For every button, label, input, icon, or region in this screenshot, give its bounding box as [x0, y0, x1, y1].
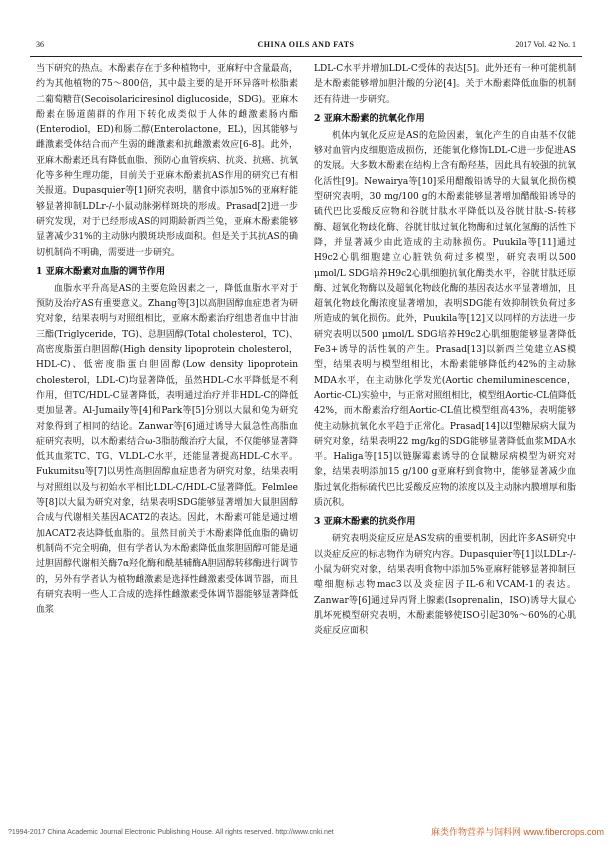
section-heading-1: 1 亚麻木酚素对血脂的调节作用: [36, 265, 166, 277]
header-rule: [30, 56, 582, 57]
paragraph: 机体内氧化反应是AS的危险因素，氧化产生的自由基不仅能够对血管内皮细胞造成损伤，还能氧化修饰LDL-C进一步促进AS的发展。大多数木酚素在结构上含有酚羟基，因此具有较强的抗氧化活性[9]。Newairya等[10]采用醋酸铅诱导的大鼠氧化损伤模型研究表明，30 mg/100 g的木酚素能够显著增加醋酸铅诱导的硫代巴比妥酸反应物和谷胱甘肽水平降低以及谷胱甘肽-S-转移酶、超氧化物歧化酶、谷胱甘肽过氧化物酶和过氧化氢酶的活性下降，并显著减少由此造成的主动脉损伤。Puukila等[11]通过H9c2心肌细胞建立心脏铁负荷过多模型，研究表明以500 μmol/L SDG培养H9c2心肌细胞抗氧化酶类水平，谷胱甘肽还原酶、过氧化物酶以及超氧化物歧化酶的基因表达水平显著增加，且超氧化物歧化酶浓度显著增加，表明SDG能有效抑制铁负荷过多所造成的氧化损伤。此外，Puukila等[12]又以同样的方法进一步研究表明以500 μmol/L SDG培养H9c2心肌细胞能够显著降低Fe3+诱导的活性氧的产生。Prasad[13]以新西兰兔建立AS模型，结果表明与模型组相比，木酚素能够降低约42%的主动脉MDA水平，在主动脉化学发光(Aortic chemiluminescence，Aortic-CL)实验中，与正常对照组相比，模型组Aortic-CL值降低42%，而木酚素治疗组Aortic-CL值比模型组高43%，表明能够使主动脉抗氧化水平趋于正常化。Prasad[14]以I型糖尿病大鼠为研究对象，结果表明22 mg/kg的SDG能够显著降低血浆MDA水平。Haliga等[15]以链脲霉素诱导的仓鼠糖尿病模型为研究对象，结果表明添加15 g/100 g亚麻籽到食物中，能够显著减少血脂过氧化指标硫代巴比妥酸反应物的浓度以及主动脉内膜增厚和脂质沉积。: [314, 130, 576, 509]
page-footer: [8, 825, 604, 841]
article-body: [36, 62, 576, 807]
paragraph: LDL-C水平并增加LDL-C受体的表达[5]。此外还有一种可能机制是木酚素能够增加胆汁酸的分泌[4]。关于木酚素降低血脂的机制还有待进一步研究。: [314, 64, 576, 105]
running-header: [30, 40, 582, 54]
journal-title: CHINA OILS AND FATS: [257, 40, 355, 49]
paragraph: 研究表明炎症反应是AS发病的重要机制，因此许多AS研究中以炎症反应的标志物作为研究内容。Dupasquier等[1]以LDLr-/-小鼠为研究对象，结果表明食物中添加5%亚麻籽能够显著抑制巨噬细胞标志物mac3以及炎症因子IL-6和VCAM-1的表达。Zanwar等[6]通过异丙肾上腺素(Isoprenalin，ISO)诱导大鼠心肌坏死模型研究表明，木酚素能够使ISO引起30%～60%的心肌炎症反应面积: [314, 534, 576, 637]
copyright-notice: ?1994-2017 China Academic Journal Electronic Publishing House. All rights reserved. http://www.cnki.net: [8, 829, 334, 836]
section-heading-2: 2 亚麻木酚素的抗氧化作用: [314, 112, 425, 124]
paragraph: 当下研究的热点。木酚素存在于多种植物中，亚麻籽中含量最高，约为其他植物的75～800倍，其中最主要的是开环异落叶松脂素二葡萄糖苷(Secoisolariciresinol diglucoside，SDG)。亚麻木酚素在肠道菌群的作用下转化成类似于人体的雌激素肠内酯(Enterodiol，ED)和肠二醇(Enterolactone，EL)，因其能够与雌激素受体结合而产生弱的雌激素和抗雌激素效应[6-8]。此外，亚麻木酚素还具有降低血脂、预防心血管疾病、抗炎、抗癌、抗氧化等多种生理功能，目前关于亚麻木酚素抗AS作用的研究已有相关报道。Dupasquier等[1]研究表明，膳食中添加5%的亚麻籽能够显著抑制LDLr-/-小鼠动脉粥样斑块的形成。Prasad[2]进一步研究发现，对于已经形成AS的同期龄新西兰兔，亚麻木酚素能够显著减少31%的主动脉内膜斑块形成面积。但是关于其抗AS的确切机制尚不明确，需要进一步研究。: [36, 64, 298, 258]
page-number: 36: [36, 40, 44, 49]
left-column: [36, 62, 298, 807]
section-heading-3: 3 亚麻木酚素的抗炎作用: [314, 516, 416, 528]
paragraph: 血脂水平升高是AS的主要危险因素之一，降低血脂水平对于预防及治疗AS有重要意义。Zhang等[3]以高胆固醇血症患者为研究对象，结果表明与对照组相比，亚麻木酚素治疗组患者血中甘油三酯(Triglyceride，TG)、总胆固醇(Total cholesterol，TC)、高密度脂蛋白胆固醇(High density lipoprotein cholesterol，HDL-C)、低密度脂蛋白胆固醇(Low density lipoprotein cholesterol，LDL-C)均显著降低，虽然HDL-C水平降低是不利作用，但TC/HDL-C显著降低，表明通过治疗并非HDL-C的降低更加显著。Al-Jumaily等[4]和Park等[5]分别以大鼠和兔为研究对象得到了相同的结论。Zanwar等[6]通过诱导大鼠急性高脂血症研究表明，以木酚素结合ω-3脂肪酸治疗大鼠，不仅能够显著降低其血浆TC、TG、VLDL-C水平，还能显著提高HDL-C水平。Fukumitsu等[7]以男性高胆固醇血症患者为研究对象，结果表明与对照组以及与初始水平相比LDL-C/HDL-C显著降低。Felmlee等[8]以大鼠为研究对象，结果表明SDG能够显著增加大鼠胆固醇合成与代谢相关基因ACAT2的表达。因此，木酚素可能是通过增加ACAT2表达降低血脂的。虽然目前关于木酚素降低血脂的确切机制尚不完全明确，但有学者认为木酚素降低血浆胆固醇可能是通过胆固醇代谢相关酶7α羟化酶和酰基辅酶A胆固醇转移酶进行调节的，另外有学者认为植物雌激素是选择性雌激素受体调节器，而且有研究表明一些人工合成的选择性雌激素受体调节器能够显著降低血浆: [36, 283, 298, 616]
watermark-text: 麻类作物营养与饲料网 www.fibercrops.com: [430, 827, 604, 837]
volume-issue: 2017 Vol. 42 No. 1: [515, 40, 576, 49]
right-column: [314, 62, 576, 807]
